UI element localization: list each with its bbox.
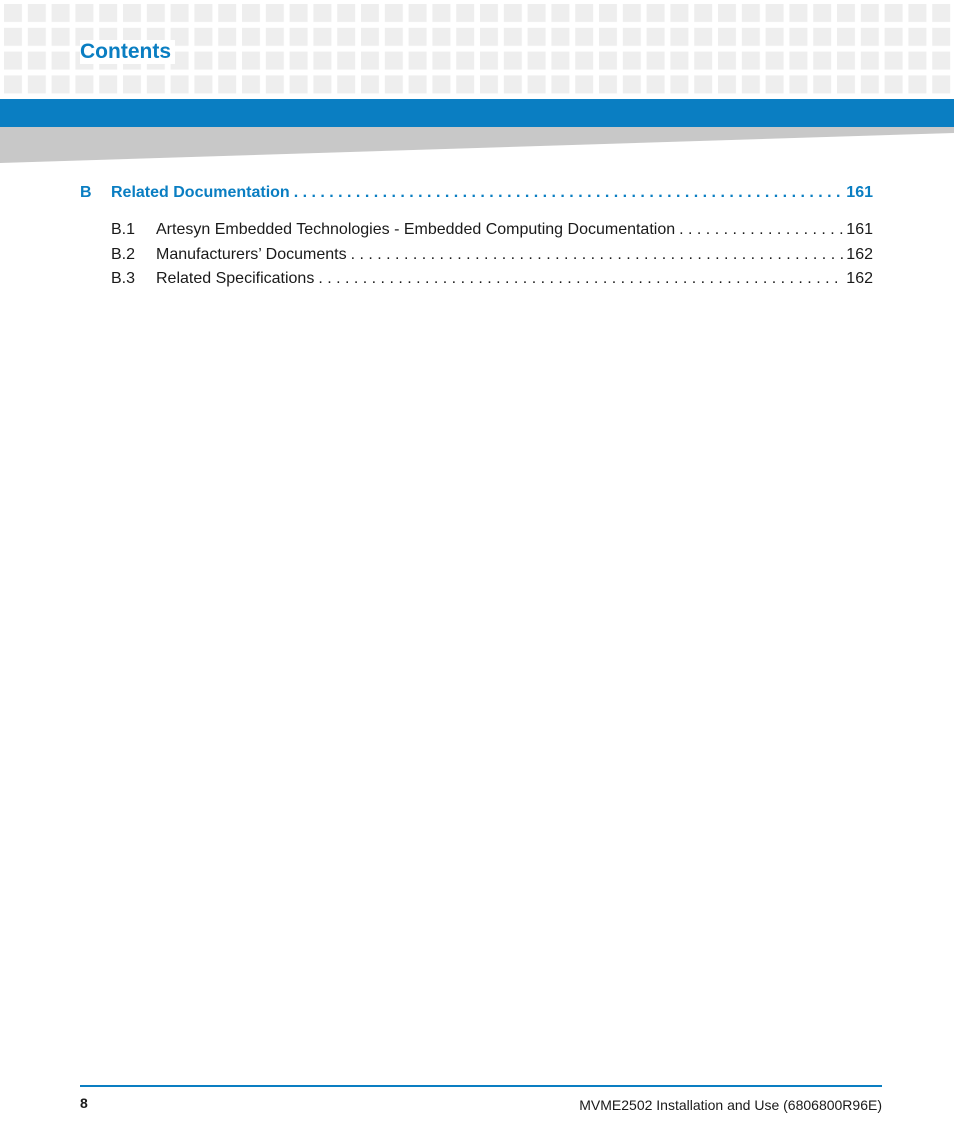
toc-section-page: 162 (846, 246, 873, 263)
toc-leader-dots (294, 184, 845, 202)
toc-section-title: Artesyn Embedded Technologies - Embedded Computing Documentation (156, 221, 676, 238)
toc-chapter-title: Related Documentation (111, 184, 290, 201)
footer-document-title: MVME2502 Installation and Use (6806800R96E) (579, 1097, 882, 1113)
header-blue-band (0, 99, 954, 127)
footer-rule (80, 1085, 882, 1087)
toc-section-number: B.1 (111, 221, 136, 238)
toc-chapter-number: B (80, 184, 92, 201)
toc-chapter-page: 161 (846, 184, 873, 201)
toc-section-number: B.3 (111, 270, 136, 287)
toc-leader-dots (351, 246, 845, 264)
header-grey-wedge (0, 127, 954, 163)
toc-section-entry[interactable] (111, 270, 873, 288)
toc-section-entry[interactable] (111, 221, 873, 239)
footer-page-number: 8 (80, 1095, 88, 1111)
page-title: Contents (80, 40, 175, 64)
toc-section-page: 162 (846, 270, 873, 287)
toc-chapter-entry[interactable] (80, 184, 873, 202)
toc-section-entry[interactable] (111, 246, 873, 264)
toc-leader-dots (318, 270, 844, 288)
toc-section-number: B.2 (111, 246, 136, 263)
toc-section-title: Manufacturers’ Documents (156, 246, 347, 263)
toc-section-title: Related Specifications (156, 270, 315, 287)
header-pattern (0, 0, 954, 96)
toc-section-page: 161 (846, 221, 873, 238)
toc-leader-dots (679, 221, 844, 239)
